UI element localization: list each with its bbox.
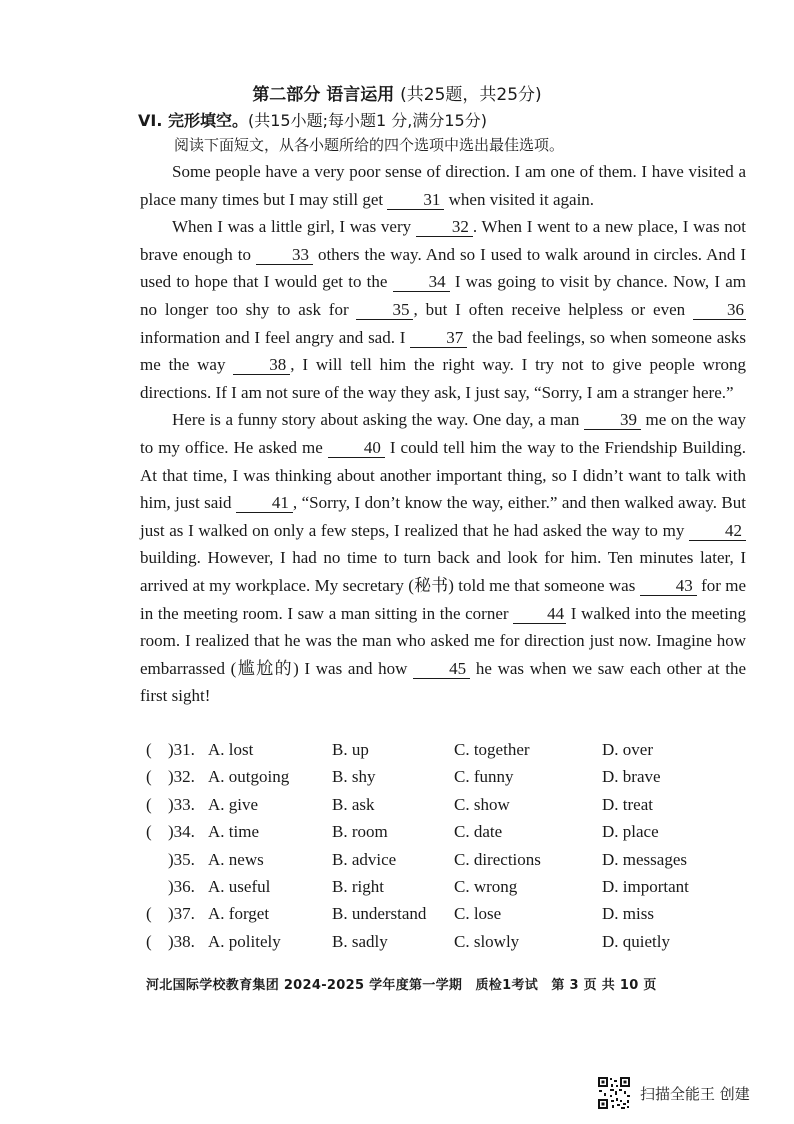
qr-code-icon bbox=[597, 1076, 631, 1110]
blank-32: 32 bbox=[416, 217, 473, 237]
question-number: )36. bbox=[168, 876, 195, 896]
question-number: )37. bbox=[168, 904, 195, 924]
option-a: A. forget bbox=[208, 904, 270, 924]
blank-42: 42 bbox=[689, 521, 746, 541]
option-b: B. sadly bbox=[332, 931, 388, 951]
question-row-37 bbox=[146, 902, 746, 929]
answer-paren: ( bbox=[146, 794, 152, 814]
passage-text: when visited it again. bbox=[448, 189, 595, 209]
option-d: D. miss bbox=[602, 904, 654, 924]
question-row-36 bbox=[146, 875, 746, 902]
blank-40: 40 bbox=[328, 438, 385, 458]
question-options bbox=[146, 738, 746, 957]
passage-text: the bad feelings, so when someone asks me the way bbox=[140, 327, 746, 375]
option-d: D. place bbox=[602, 822, 659, 842]
passage-text: for me in the meeting room. I saw a man sitting in the corner bbox=[140, 575, 747, 623]
blank-43: 43 bbox=[640, 576, 697, 596]
option-a: A. useful bbox=[208, 876, 271, 896]
passage-text: , “Sorry, I don’t know the way, either.” and then walked away. But just as I walked on only a few steps, I realized that he had asked the way to my bbox=[140, 493, 746, 540]
passage-paragraph-2 bbox=[140, 213, 746, 406]
option-d: D. over bbox=[602, 740, 653, 759]
option-b: B. ask bbox=[332, 794, 375, 814]
section-title bbox=[0, 80, 794, 105]
passage-text: I was going to visit by chance. Now, I am no longer too shy to ask for bbox=[140, 272, 746, 319]
answer-paren: ( bbox=[146, 767, 152, 787]
blank-44: 44 bbox=[513, 604, 566, 624]
question-number: )32. bbox=[168, 767, 195, 787]
option-c: C. together bbox=[454, 740, 530, 759]
question-row-34 bbox=[146, 820, 746, 847]
blank-38: 38 bbox=[233, 355, 290, 375]
passage-text: me on the way to my office. He asked me bbox=[140, 410, 747, 457]
question-row-38 bbox=[146, 930, 746, 957]
question-number: )34. bbox=[168, 822, 195, 842]
answer-paren: ( bbox=[146, 822, 152, 842]
passage-text: he was when we saw each other at the first sight! bbox=[140, 658, 747, 706]
passage-text: Here is a funny story about asking the way. One day, a man bbox=[172, 410, 580, 430]
question-number: )38. bbox=[168, 931, 195, 951]
passage-text: building. However, I had no time to turn back and look for him. Ten minutes later, I arrived at my workplace. My secretary (秘书) told me that someone was bbox=[140, 548, 746, 595]
cloze-passage bbox=[140, 158, 746, 710]
option-a: A. news bbox=[208, 849, 264, 869]
blank-41: 41 bbox=[236, 493, 293, 513]
passage-paragraph-3 bbox=[140, 406, 746, 710]
passage-text: , I will tell him the right way. I try not to give people wrong directions. If I am not sure of the way they ask, I just say, “Sorry, I am a stranger here.” bbox=[140, 355, 747, 402]
blank-33: 33 bbox=[256, 245, 313, 265]
part-heading-label: VI. 完形填空。 bbox=[138, 111, 248, 130]
question-number: )33. bbox=[168, 794, 195, 814]
option-d: D. messages bbox=[602, 849, 687, 869]
option-d: D. quietly bbox=[602, 931, 670, 951]
option-a: A. time bbox=[208, 822, 259, 842]
scanner-watermark: 扫描全能王 创建 bbox=[640, 1085, 750, 1103]
option-a: A. outgoing bbox=[208, 767, 290, 787]
blank-31: 31 bbox=[387, 190, 444, 210]
option-c: C. funny bbox=[454, 767, 514, 787]
blank-39: 39 bbox=[584, 410, 641, 430]
answer-paren: ( bbox=[146, 904, 152, 924]
blank-37: 37 bbox=[410, 328, 467, 348]
page-footer: 河北国际学校教育集团 2024-2025 学年度第一学期 质检1考试 第 3 页 共 10 页 bbox=[146, 978, 657, 993]
option-b: B. up bbox=[332, 740, 369, 759]
question-row-32 bbox=[146, 765, 746, 792]
option-a: A. politely bbox=[208, 931, 281, 951]
section-subtitle: (共25题，共25分) bbox=[400, 85, 542, 105]
option-b: B. right bbox=[332, 876, 384, 896]
option-c: C. date bbox=[454, 822, 503, 842]
option-c: C. show bbox=[454, 794, 510, 814]
blank-36: 36 bbox=[693, 300, 746, 320]
question-number: )31. bbox=[168, 740, 195, 759]
option-a: A. lost bbox=[208, 740, 254, 759]
question-row-31 bbox=[146, 738, 746, 765]
passage-text: Some people have a very poor sense of direction. I am one of them. I have visited a place many times but I may still get bbox=[140, 162, 746, 209]
passage-text: I walked into the meeting room. I realized that he was the man who asked me for direction just now. Imagine how embarrassed (尴尬的) I was and how bbox=[140, 603, 747, 678]
option-d: D. important bbox=[602, 876, 689, 896]
question-row-33 bbox=[146, 793, 746, 820]
passage-text: , but I often receive helpless or even bbox=[413, 299, 686, 319]
option-c: C. wrong bbox=[454, 876, 518, 896]
answer-paren: ( bbox=[146, 931, 152, 951]
option-b: B. shy bbox=[332, 767, 376, 787]
option-d: D. brave bbox=[602, 767, 661, 787]
option-c: C. slowly bbox=[454, 931, 520, 951]
passage-text: When I was a little girl, I was very bbox=[172, 217, 412, 237]
option-d: D. treat bbox=[602, 794, 653, 814]
question-row-35 bbox=[146, 848, 746, 875]
passage-paragraph-1 bbox=[140, 158, 746, 213]
part-heading-detail: (共15小题;每小题1 分,满分15分) bbox=[248, 111, 487, 130]
option-b: B. room bbox=[332, 822, 388, 842]
option-a: A. give bbox=[208, 794, 259, 814]
answer-paren: ( bbox=[146, 740, 152, 759]
blank-35: 35 bbox=[356, 300, 413, 320]
passage-text: others the way. And so I used to walk around in circles. And I used to hope that I would get to the bbox=[140, 244, 747, 292]
section-title-text: 第二部分 语言运用 bbox=[252, 85, 395, 105]
question-number: )35. bbox=[168, 849, 195, 869]
passage-text: I could tell him the way to the Friendship Building. At that time, I was thinking about another important thing, so I didn’t want to talk with him, just said bbox=[140, 437, 747, 513]
passage-text: . When I went to a new place, I was not brave enough to bbox=[140, 217, 747, 264]
option-c: C. lose bbox=[454, 904, 502, 924]
option-b: B. understand bbox=[332, 904, 427, 924]
part-heading bbox=[138, 108, 487, 131]
blank-45: 45 bbox=[413, 659, 470, 679]
blank-34: 34 bbox=[393, 272, 450, 292]
option-b: B. advice bbox=[332, 849, 397, 869]
option-c: C. directions bbox=[454, 849, 541, 869]
passage-text: information and I feel angry and sad. I bbox=[140, 327, 406, 347]
instruction: 阅读下面短文，从各小题所给的四个选项中选出最佳选项。 bbox=[174, 136, 565, 154]
